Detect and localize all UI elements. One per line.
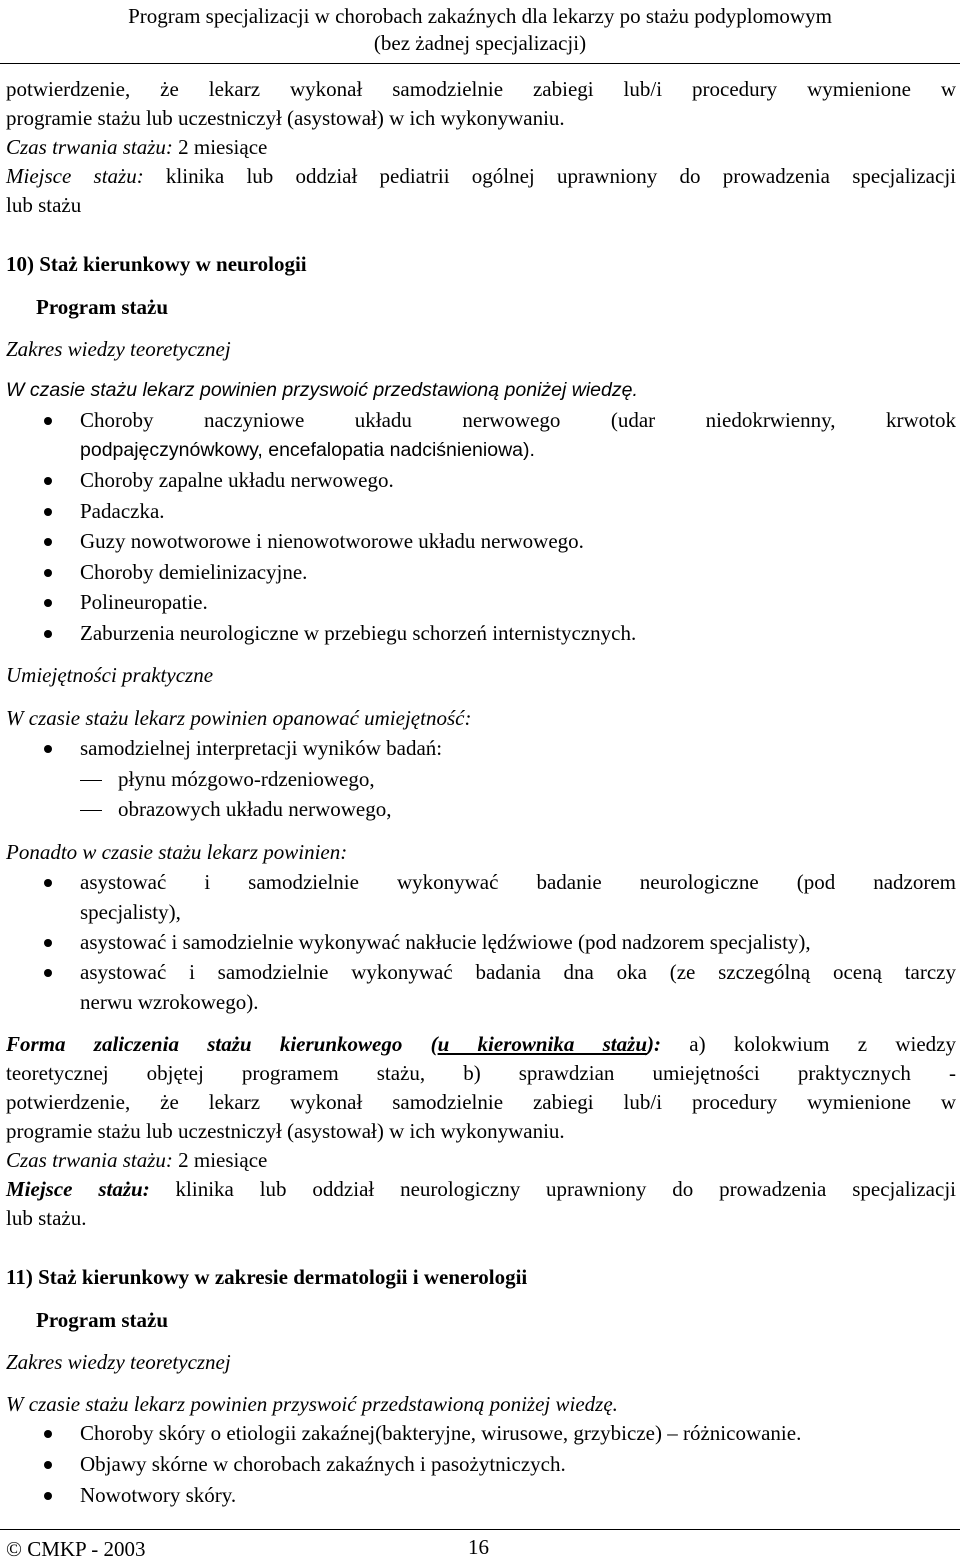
intro-place-line-2: lub stażu — [6, 193, 82, 217]
bullet-icon — [44, 1461, 52, 1469]
footer-copyright: © CMKP - 2003 — [6, 1537, 146, 1561]
dash-icon — [80, 810, 102, 811]
bullet-icon — [44, 477, 52, 485]
section-10-place-line-1: Miejsce stażu: klinika lub oddział neurologiczny uprawniony do prowadzenia specjalizacji — [6, 1177, 956, 1201]
running-header-line-1: Program specjalizacji w chorobach zakaźnych dla lekarzy po stażu podyplomowym — [128, 4, 832, 28]
section-11-item-2: Objawy skórne w chorobach zakaźnych i pasożytniczych. — [80, 1452, 566, 1476]
bullet-icon — [44, 1492, 52, 1500]
section-10-knowledge-heading: Zakres wiedzy teoretycznej — [6, 337, 231, 361]
bullet-icon — [44, 569, 52, 577]
section-10-skills-heading: Umiejętności praktyczne — [6, 663, 214, 687]
section-11-knowledge-heading: Zakres wiedzy teoretycznej — [6, 1350, 231, 1374]
knowledge-item-1-line-1: Choroby naczyniowe układu nerwowego (udar niedokrwienny, krwotok — [80, 408, 956, 432]
bullet-icon — [44, 538, 52, 546]
footer-rule — [0, 1529, 960, 1530]
bullet-icon — [44, 417, 52, 425]
skill-subitem-2: obrazowych układu nerwowego, — [118, 797, 392, 821]
section-10-title: 10) Staż kierunkowy w neurologii — [6, 252, 307, 276]
intro-place-line-1: Miejsce stażu: klinika lub oddział pediatrii ogólnej uprawniony do prowadzenia specjalizacji — [6, 164, 956, 188]
knowledge-item-7: Zaburzenia neurologiczne w przebiegu schorzeń internistycznych. — [80, 621, 637, 645]
section-10-knowledge-intro: W czasie stażu lekarz powinien przyswoić przedstawioną poniżej wiedzę. — [6, 379, 638, 401]
extra-item-3-line-2: nerwu wzrokowego). — [80, 990, 259, 1014]
knowledge-item-4: Guzy nowotworowe i nienowotworowe układu nerwowego. — [80, 529, 584, 553]
bullet-icon — [44, 745, 52, 753]
form-line-1: Forma zaliczenia stażu kierunkowego (u kierownika stażu): a) kolokwium z wiedzy — [6, 1032, 956, 1056]
form-line-4: programie stażu lub uczestniczył (asystował) w ich wykonywaniu. — [6, 1119, 565, 1143]
section-10-skills-intro: W czasie stażu lekarz powinien opanować umiejętność: — [6, 706, 472, 730]
intro-line-1: potwierdzenie, że lekarz wykonał samodzielnie zabiegi lub/i procedury wymienione w — [6, 77, 956, 101]
bullet-icon — [44, 969, 52, 977]
knowledge-item-6: Polineuropatie. — [80, 590, 208, 614]
extra-item-1-line-1: asystować i samodzielnie wykonywać badanie neurologiczne (pod nadzorem — [80, 870, 956, 894]
extra-item-3-line-1: asystować i samodzielnie wykonywać badania dna oka (ze szczególną oceną tarczy — [80, 960, 956, 984]
knowledge-item-3: Padaczka. — [80, 499, 165, 523]
running-header-line-2: (bez żadnej specjalizacji) — [373, 31, 587, 55]
knowledge-item-2: Choroby zapalne układu nerwowego. — [80, 468, 394, 492]
dash-icon — [80, 780, 102, 781]
bullet-icon — [44, 879, 52, 887]
section-10-place-line-2: lub stażu. — [6, 1206, 87, 1230]
header-rule — [0, 63, 960, 64]
skill-subitem-1: płynu mózgowo-rdzeniowego, — [118, 767, 375, 791]
bullet-icon — [44, 630, 52, 638]
section-10-duration: Czas trwania stażu: 2 miesiące — [6, 1148, 268, 1172]
knowledge-item-5: Choroby demielinizacyjne. — [80, 560, 308, 584]
knowledge-item-1-line-2: podpajęczynówkowy, encefalopatia nadciśnieniowa). — [80, 439, 535, 461]
form-line-3: potwierdzenie, że lekarz wykonał samodzielnie zabiegi lub/i procedury wymienione w — [6, 1090, 956, 1114]
skill-item-1: samodzielnej interpretacji wyników badań: — [80, 736, 443, 760]
bullet-icon — [44, 1430, 52, 1438]
bullet-icon — [44, 599, 52, 607]
extra-item-2: asystować i samodzielnie wykonywać nakłucie lędźwiowe (pod nadzorem specjalisty), — [80, 930, 811, 954]
extra-item-1-line-2: specjalisty), — [80, 900, 181, 924]
section-11-title: 11) Staż kierunkowy w zakresie dermatologii i wenerologii — [6, 1265, 528, 1289]
section-11-item-1: Choroby skóry o etiologii zakaźnej(bakteryjne, wirusowe, grzybicze) – różnicowanie. — [80, 1421, 802, 1445]
section-11-program: Program stażu — [36, 1308, 168, 1332]
section-11-item-3: Nowotwory skóry. — [80, 1483, 237, 1507]
section-10-program: Program stażu — [36, 295, 168, 319]
page-number: 16 — [468, 1535, 489, 1559]
bullet-icon — [44, 508, 52, 516]
intro-duration: Czas trwania stażu: 2 miesiące — [6, 135, 268, 159]
intro-line-2: programie stażu lub uczestniczył (asystował) w ich wykonywaniu. — [6, 106, 565, 130]
section-11-knowledge-intro: W czasie stażu lekarz powinien przyswoić przedstawioną poniżej wiedzę. — [6, 1392, 618, 1416]
section-10-extra-intro: Ponadto w czasie stażu lekarz powinien: — [6, 840, 348, 864]
bullet-icon — [44, 939, 52, 947]
form-line-2: teoretycznej objętej programem stażu, b) sprawdzian umiejętności praktycznych - — [6, 1061, 956, 1085]
